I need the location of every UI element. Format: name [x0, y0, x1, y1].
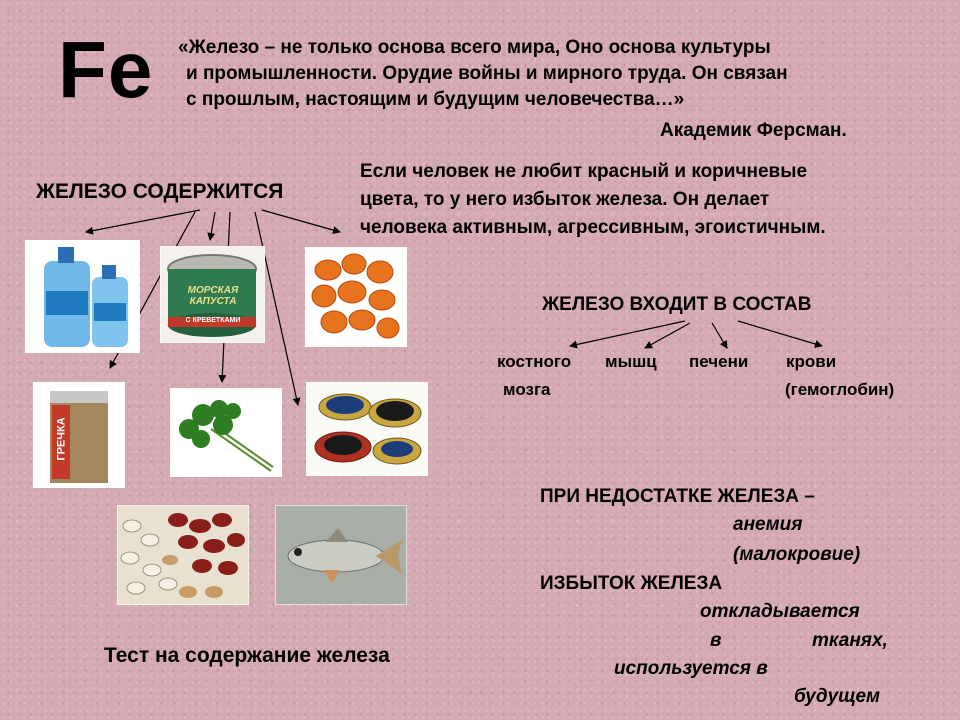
excess-line-1: откладывается	[700, 601, 860, 622]
photo-caviar	[306, 382, 428, 476]
arrow-to-blood	[738, 321, 822, 346]
water-bottles-icon	[26, 241, 139, 352]
arrow-to-water	[86, 210, 200, 232]
composition-item-muscle: мышц	[605, 352, 657, 371]
element-symbol: Fe	[58, 25, 154, 114]
composition-item-blood: крови	[786, 352, 837, 371]
deficiency-heading: ПРИ НЕДОСТАТКЕ ЖЕЛЕЗА –	[540, 486, 815, 507]
composition-item-liver: печени	[689, 352, 749, 371]
color-note-line-3: человека активным, агрессивным, эгоистичным.	[360, 217, 826, 238]
can-sublabel: С КРЕВЕТКАМИ	[185, 317, 241, 324]
photo-greens	[170, 388, 282, 477]
arrow-to-can	[210, 212, 215, 240]
excess-line-3: используется в	[614, 658, 768, 679]
excess-heading: ИЗБЫТОК ЖЕЛЕЗА	[540, 573, 723, 594]
quote-author: Академик Ферсман.	[660, 120, 847, 141]
arrow-to-apricots	[262, 210, 340, 232]
composition-item-bone: костного	[497, 352, 572, 371]
apricots-icon	[306, 248, 406, 346]
quote-line-2: и промышленности. Орудие войны и мирного труда. Он связан	[186, 63, 788, 84]
deficiency-result-2: (малокровие)	[733, 544, 861, 565]
buckwheat-label: ГРЕЧКА	[55, 417, 68, 461]
arrow-to-liver	[712, 323, 727, 348]
composition-item-bone-sub: мозга	[503, 380, 551, 399]
composition-heading: ЖЕЛЕЗО ВХОДИТ В СОСТАВ	[542, 294, 812, 315]
photo-beans	[117, 505, 249, 605]
excess-line-2a: в	[710, 630, 722, 651]
photo-dried-apricots	[305, 247, 407, 347]
photo-seaweed-can	[160, 246, 265, 343]
iron-test-link[interactable]: Тест на содержание железа	[104, 644, 390, 667]
beans-icon	[118, 506, 248, 604]
photo-fish	[275, 505, 407, 605]
can-label: МОРСКАЯ КАПУСТА	[187, 285, 239, 307]
color-note-line-2: цвета, то у него избыток железа. Он делает	[360, 189, 770, 210]
parsley-icon	[171, 389, 281, 476]
quote-line-3: с прошлым, настоящим и будущим человечества…»	[186, 89, 685, 110]
excess-line-2b: тканях,	[812, 630, 888, 651]
arrow-to-muscle	[645, 323, 690, 348]
color-note-line-1: Если человек не любит красный и коричневые	[360, 161, 808, 182]
deficiency-result-1: анемия	[733, 514, 803, 535]
photo-water-bottles	[25, 240, 140, 353]
fish-icon	[276, 506, 406, 604]
contains-heading: ЖЕЛЕЗО СОДЕРЖИТСЯ	[36, 180, 284, 203]
quote-line-1: «Железо – не только основа всего мира, Оно основа культуры	[178, 37, 771, 58]
buckwheat-icon	[34, 383, 124, 487]
caviar-tins-icon	[307, 383, 427, 475]
composition-item-blood-sub: (гемоглобин)	[785, 380, 895, 399]
arrow-to-bone	[570, 321, 685, 346]
excess-line-4: будущем	[794, 686, 881, 707]
photo-buckwheat	[33, 382, 125, 488]
